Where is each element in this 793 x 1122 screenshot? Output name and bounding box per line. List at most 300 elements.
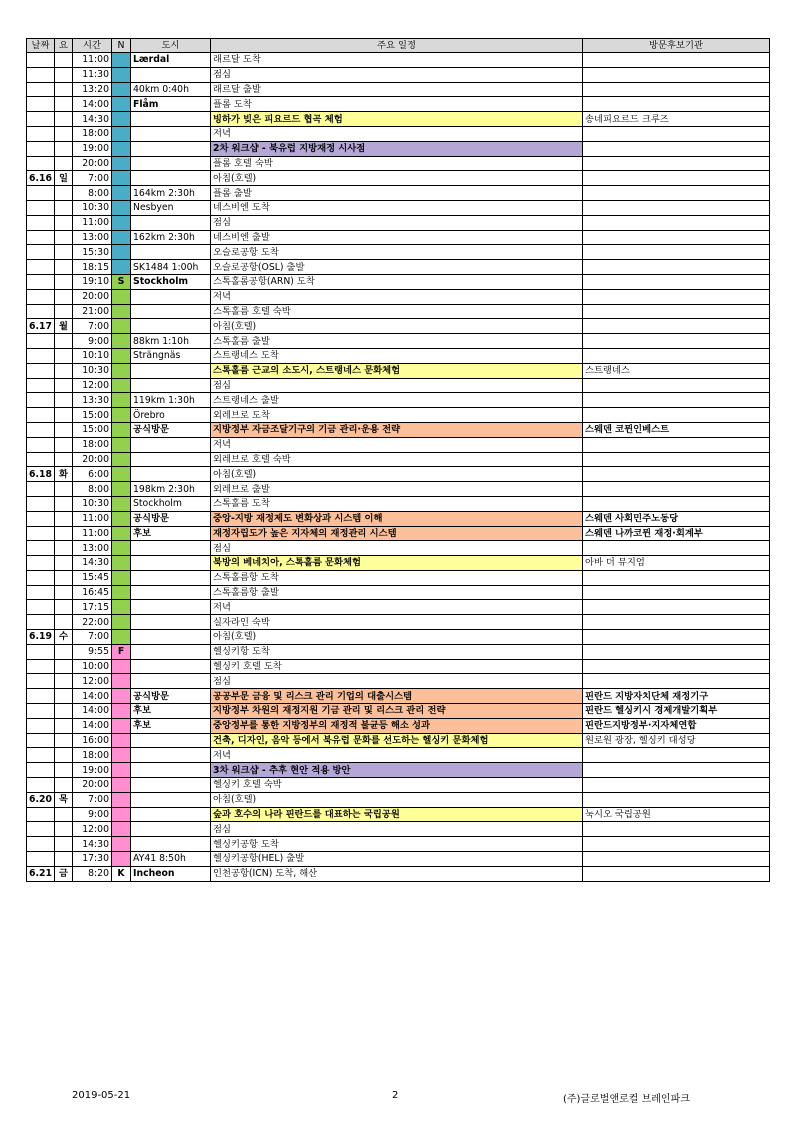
day-of-week-cell [55, 274, 73, 289]
table-row [27, 570, 770, 585]
time-cell: 21:00 [73, 304, 112, 319]
date-cell [27, 348, 55, 363]
schedule-cell: 점심 [211, 378, 583, 393]
table-row [27, 334, 770, 349]
institution-cell [583, 763, 770, 778]
institution-cell [583, 82, 770, 97]
schedule-cell: 아침(호텔) [211, 792, 583, 807]
table-row [27, 186, 770, 201]
table-row [27, 748, 770, 763]
institution-cell [583, 437, 770, 452]
table-row [27, 807, 770, 822]
country-code-cell [112, 112, 131, 127]
institution-cell: 스트랭네스 [583, 363, 770, 378]
table-row [27, 792, 770, 807]
date-cell: 6.16 [27, 171, 55, 186]
schedule-cell: 점심 [211, 67, 583, 82]
city-cell [131, 837, 211, 852]
day-of-week-cell [55, 674, 73, 689]
country-code-cell [112, 393, 131, 408]
day-of-week-cell [55, 556, 73, 571]
date-cell [27, 526, 55, 541]
header-city: 도시 [131, 39, 211, 53]
institution-cell [583, 496, 770, 511]
schedule-cell: 네스비엔 도착 [211, 200, 583, 215]
country-code-cell [112, 630, 131, 645]
city-cell [131, 733, 211, 748]
city-cell: Flåm [131, 97, 211, 112]
city-cell [131, 748, 211, 763]
day-of-week-cell: 일 [55, 171, 73, 186]
city-cell: Incheon [131, 866, 211, 881]
date-cell [27, 748, 55, 763]
institution-cell [583, 53, 770, 68]
day-of-week-cell [55, 97, 73, 112]
country-code-cell [112, 763, 131, 778]
country-code-cell [112, 260, 131, 275]
date-cell [27, 570, 55, 585]
table-row [27, 482, 770, 497]
country-code-cell: F [112, 644, 131, 659]
table-row [27, 600, 770, 615]
date-cell [27, 718, 55, 733]
time-cell: 13:00 [73, 230, 112, 245]
time-cell: 14:30 [73, 837, 112, 852]
city-cell [131, 171, 211, 186]
table-row [27, 274, 770, 289]
country-code-cell [112, 67, 131, 82]
country-code-cell [112, 704, 131, 719]
institution-cell [583, 200, 770, 215]
schedule-cell: 저녁 [211, 289, 583, 304]
day-of-week-cell [55, 718, 73, 733]
table-row [27, 126, 770, 141]
schedule-cell: 숲과 호수의 나라 핀란드를 대표하는 국립공원 [211, 807, 583, 822]
institution-cell [583, 541, 770, 556]
time-cell: 20:00 [73, 289, 112, 304]
date-cell [27, 674, 55, 689]
table-row [27, 496, 770, 511]
schedule-body [27, 53, 770, 882]
institution-cell [583, 334, 770, 349]
date-cell [27, 644, 55, 659]
country-code-cell [112, 304, 131, 319]
date-cell [27, 763, 55, 778]
schedule-cell: 플롬 호텔 숙박 [211, 156, 583, 171]
institution-cell [583, 467, 770, 482]
city-cell [131, 156, 211, 171]
city-cell: 공식방문 [131, 689, 211, 704]
schedule-cell: 스톡홀롬공항(ARN) 도착 [211, 274, 583, 289]
time-cell: 18:00 [73, 126, 112, 141]
day-of-week-cell: 수 [55, 630, 73, 645]
date-cell [27, 304, 55, 319]
time-cell: 8:20 [73, 866, 112, 881]
date-cell [27, 53, 55, 68]
city-cell: 후보 [131, 704, 211, 719]
time-cell: 12:00 [73, 822, 112, 837]
date-cell [27, 156, 55, 171]
institution-cell [583, 570, 770, 585]
date-cell [27, 422, 55, 437]
city-cell [131, 541, 211, 556]
table-row [27, 422, 770, 437]
table-row [27, 393, 770, 408]
city-cell [131, 245, 211, 260]
day-of-week-cell [55, 215, 73, 230]
city-cell [131, 778, 211, 793]
time-cell: 18:00 [73, 437, 112, 452]
date-cell: 6.21 [27, 866, 55, 881]
time-cell: 15:45 [73, 570, 112, 585]
city-cell: 후보 [131, 718, 211, 733]
country-code-cell [112, 348, 131, 363]
date-cell [27, 437, 55, 452]
city-cell: 198km 2:30h [131, 482, 211, 497]
city-cell: Stockholm [131, 496, 211, 511]
day-of-week-cell [55, 778, 73, 793]
schedule-cell: 지방정부 차원의 재정지원 기금 관리 및 리스크 관리 전략 [211, 704, 583, 719]
table-row [27, 97, 770, 112]
institution-cell [583, 126, 770, 141]
day-of-week-cell [55, 348, 73, 363]
day-of-week-cell [55, 689, 73, 704]
schedule-cell: 외레브로 출발 [211, 482, 583, 497]
institution-cell [583, 644, 770, 659]
city-cell: 88km 1:10h [131, 334, 211, 349]
schedule-cell: 저녁 [211, 600, 583, 615]
city-cell [131, 630, 211, 645]
date-cell: 6.20 [27, 792, 55, 807]
schedule-cell: 헬싱키공항(HEL) 출발 [211, 852, 583, 867]
time-cell: 6:00 [73, 467, 112, 482]
country-code-cell [112, 171, 131, 186]
schedule-cell: 스톡홀름항 도착 [211, 570, 583, 585]
date-cell [27, 452, 55, 467]
date-cell [27, 260, 55, 275]
country-code-cell [112, 215, 131, 230]
country-code-cell [112, 200, 131, 215]
city-cell [131, 67, 211, 82]
institution-cell [583, 630, 770, 645]
date-cell [27, 659, 55, 674]
time-cell: 15:30 [73, 245, 112, 260]
country-code-cell [112, 82, 131, 97]
institution-cell: 송네피요르드 크루즈 [583, 112, 770, 127]
country-code-cell [112, 422, 131, 437]
city-cell [131, 363, 211, 378]
day-of-week-cell [55, 482, 73, 497]
schedule-cell: 외레브로 도착 [211, 408, 583, 423]
institution-cell [583, 585, 770, 600]
schedule-cell: 빙하가 빚은 피요르드 협곡 체험 [211, 112, 583, 127]
country-code-cell [112, 807, 131, 822]
table-row [27, 615, 770, 630]
institution-cell [583, 171, 770, 186]
header-day: 요 [55, 39, 73, 53]
date-cell [27, 200, 55, 215]
day-of-week-cell [55, 141, 73, 156]
table-row [27, 230, 770, 245]
city-cell [131, 319, 211, 334]
time-cell: 16:45 [73, 585, 112, 600]
schedule-cell: 실자라인 숙박 [211, 615, 583, 630]
institution-cell [583, 674, 770, 689]
table-row [27, 733, 770, 748]
day-of-week-cell [55, 304, 73, 319]
schedule-cell: 스톡홀름 출발 [211, 334, 583, 349]
time-cell: 11:00 [73, 511, 112, 526]
date-cell [27, 733, 55, 748]
institution-cell [583, 67, 770, 82]
table-row [27, 689, 770, 704]
table-row [27, 778, 770, 793]
country-code-cell [112, 526, 131, 541]
country-code-cell [112, 437, 131, 452]
date-cell [27, 408, 55, 423]
schedule-cell: 점심 [211, 215, 583, 230]
day-of-week-cell [55, 585, 73, 600]
date-cell [27, 615, 55, 630]
day-of-week-cell [55, 511, 73, 526]
institution-cell [583, 186, 770, 201]
schedule-cell: 아침(호텔) [211, 467, 583, 482]
institution-cell [583, 659, 770, 674]
time-cell: 16:00 [73, 733, 112, 748]
table-row [27, 215, 770, 230]
time-cell: 10:10 [73, 348, 112, 363]
time-cell: 9:00 [73, 807, 112, 822]
country-code-cell [112, 511, 131, 526]
country-code-cell: K [112, 866, 131, 881]
date-cell [27, 245, 55, 260]
country-code-cell [112, 600, 131, 615]
schedule-cell: 오슬로공항(OSL) 출발 [211, 260, 583, 275]
city-cell [131, 141, 211, 156]
schedule-cell: 3차 워크샵 - 추후 현안 적용 방안 [211, 763, 583, 778]
schedule-cell: 스트랭네스 도착 [211, 348, 583, 363]
country-code-cell [112, 496, 131, 511]
city-cell [131, 615, 211, 630]
date-cell [27, 97, 55, 112]
city-cell [131, 600, 211, 615]
header-schedule: 주요 일정 [211, 39, 583, 53]
day-of-week-cell [55, 53, 73, 68]
schedule-cell: 헬싱키 호텔 숙박 [211, 778, 583, 793]
country-code-cell [112, 852, 131, 867]
schedule-cell: 스트랭네스 출발 [211, 393, 583, 408]
table-row [27, 156, 770, 171]
date-cell [27, 378, 55, 393]
header-institution: 방문후보기관 [583, 39, 770, 53]
time-cell: 11:00 [73, 215, 112, 230]
schedule-cell: 재정자립도가 높은 지자체의 재정관리 시스템 [211, 526, 583, 541]
schedule-cell: 플롬 도착 [211, 97, 583, 112]
country-code-cell [112, 289, 131, 304]
time-cell: 20:00 [73, 156, 112, 171]
date-cell [27, 482, 55, 497]
city-cell: Stockholm [131, 274, 211, 289]
table-row [27, 659, 770, 674]
time-cell: 13:00 [73, 541, 112, 556]
schedule-cell: 점심 [211, 541, 583, 556]
city-cell [131, 437, 211, 452]
date-cell [27, 600, 55, 615]
city-cell [131, 304, 211, 319]
schedule-cell: 아침(호텔) [211, 171, 583, 186]
table-row [27, 245, 770, 260]
country-code-cell [112, 718, 131, 733]
country-code-cell [112, 363, 131, 378]
date-cell [27, 556, 55, 571]
country-code-cell [112, 556, 131, 571]
date-cell [27, 778, 55, 793]
table-row [27, 822, 770, 837]
institution-cell [583, 156, 770, 171]
institution-cell [583, 304, 770, 319]
day-of-week-cell [55, 82, 73, 97]
day-of-week-cell [55, 600, 73, 615]
country-code-cell [112, 778, 131, 793]
day-of-week-cell [55, 644, 73, 659]
day-of-week-cell: 화 [55, 467, 73, 482]
institution-cell: 스웨덴 나까코뮌 재정·회계부 [583, 526, 770, 541]
header-n: N [112, 39, 131, 53]
time-cell: 10:30 [73, 496, 112, 511]
time-cell: 11:00 [73, 526, 112, 541]
schedule-cell: 오슬로공항 도착 [211, 245, 583, 260]
city-cell [131, 570, 211, 585]
city-cell [131, 215, 211, 230]
institution-cell [583, 141, 770, 156]
institution-cell [583, 408, 770, 423]
time-cell: 7:00 [73, 792, 112, 807]
table-row [27, 644, 770, 659]
institution-cell [583, 748, 770, 763]
table-row [27, 348, 770, 363]
institution-cell [583, 348, 770, 363]
institution-cell [583, 600, 770, 615]
time-cell: 14:30 [73, 112, 112, 127]
header-date: 날짜 [27, 39, 55, 53]
institution-cell [583, 778, 770, 793]
day-of-week-cell [55, 748, 73, 763]
country-code-cell [112, 792, 131, 807]
table-row [27, 378, 770, 393]
institution-cell: 핀란드지방정부·지자체연합 [583, 718, 770, 733]
institution-cell: 스웨덴 사회민주노동당 [583, 511, 770, 526]
date-cell [27, 230, 55, 245]
day-of-week-cell [55, 822, 73, 837]
schedule-cell: 스톡홀름 도착 [211, 496, 583, 511]
table-row [27, 200, 770, 215]
time-cell: 20:00 [73, 452, 112, 467]
table-row [27, 289, 770, 304]
date-cell [27, 67, 55, 82]
city-cell [131, 126, 211, 141]
day-of-week-cell [55, 437, 73, 452]
table-row [27, 556, 770, 571]
date-cell [27, 393, 55, 408]
table-row [27, 585, 770, 600]
day-of-week-cell [55, 393, 73, 408]
day-of-week-cell [55, 852, 73, 867]
schedule-cell: 래르달 도착 [211, 53, 583, 68]
country-code-cell [112, 748, 131, 763]
date-cell: 6.18 [27, 467, 55, 482]
schedule-cell: 헬싱키 호텔 도착 [211, 659, 583, 674]
day-of-week-cell [55, 807, 73, 822]
day-of-week-cell [55, 733, 73, 748]
time-cell: 18:15 [73, 260, 112, 275]
time-cell: 20:00 [73, 778, 112, 793]
country-code-cell [112, 541, 131, 556]
table-row [27, 511, 770, 526]
time-cell: 8:00 [73, 482, 112, 497]
time-cell: 13:20 [73, 82, 112, 97]
schedule-cell: 아침(호텔) [211, 630, 583, 645]
table-row [27, 363, 770, 378]
time-cell: 14:00 [73, 718, 112, 733]
date-cell [27, 541, 55, 556]
day-of-week-cell [55, 570, 73, 585]
day-of-week-cell [55, 496, 73, 511]
table-row [27, 837, 770, 852]
date-cell [27, 585, 55, 600]
institution-cell [583, 319, 770, 334]
schedule-cell: 점심 [211, 822, 583, 837]
country-code-cell [112, 126, 131, 141]
schedule-cell: 외레브로 호텔 숙박 [211, 452, 583, 467]
schedule-cell: 저녁 [211, 437, 583, 452]
date-cell [27, 822, 55, 837]
schedule-cell: 건축, 디자인, 음악 등에서 북유럽 문화를 선도하는 헬싱키 문화체험 [211, 733, 583, 748]
city-cell [131, 822, 211, 837]
schedule-cell: 저녁 [211, 748, 583, 763]
country-code-cell: S [112, 274, 131, 289]
institution-cell: 원로원 광장, 헬싱키 대성당 [583, 733, 770, 748]
city-cell: 162km 2:30h [131, 230, 211, 245]
country-code-cell [112, 689, 131, 704]
city-cell: Strängnäs [131, 348, 211, 363]
date-cell [27, 511, 55, 526]
table-row [27, 866, 770, 881]
table-row [27, 674, 770, 689]
table-row [27, 112, 770, 127]
country-code-cell [112, 245, 131, 260]
institution-cell [583, 378, 770, 393]
time-cell: 13:30 [73, 393, 112, 408]
time-cell: 14:00 [73, 689, 112, 704]
day-of-week-cell [55, 112, 73, 127]
table-row [27, 437, 770, 452]
city-cell: 공식방문 [131, 511, 211, 526]
institution-cell [583, 97, 770, 112]
country-code-cell [112, 467, 131, 482]
day-of-week-cell [55, 659, 73, 674]
time-cell: 19:10 [73, 274, 112, 289]
table-row [27, 852, 770, 867]
city-cell [131, 556, 211, 571]
day-of-week-cell [55, 230, 73, 245]
institution-cell [583, 615, 770, 630]
institution-cell [583, 230, 770, 245]
city-cell: Nesbyen [131, 200, 211, 215]
day-of-week-cell: 금 [55, 866, 73, 881]
institution-cell [583, 245, 770, 260]
date-cell [27, 704, 55, 719]
day-of-week-cell [55, 67, 73, 82]
